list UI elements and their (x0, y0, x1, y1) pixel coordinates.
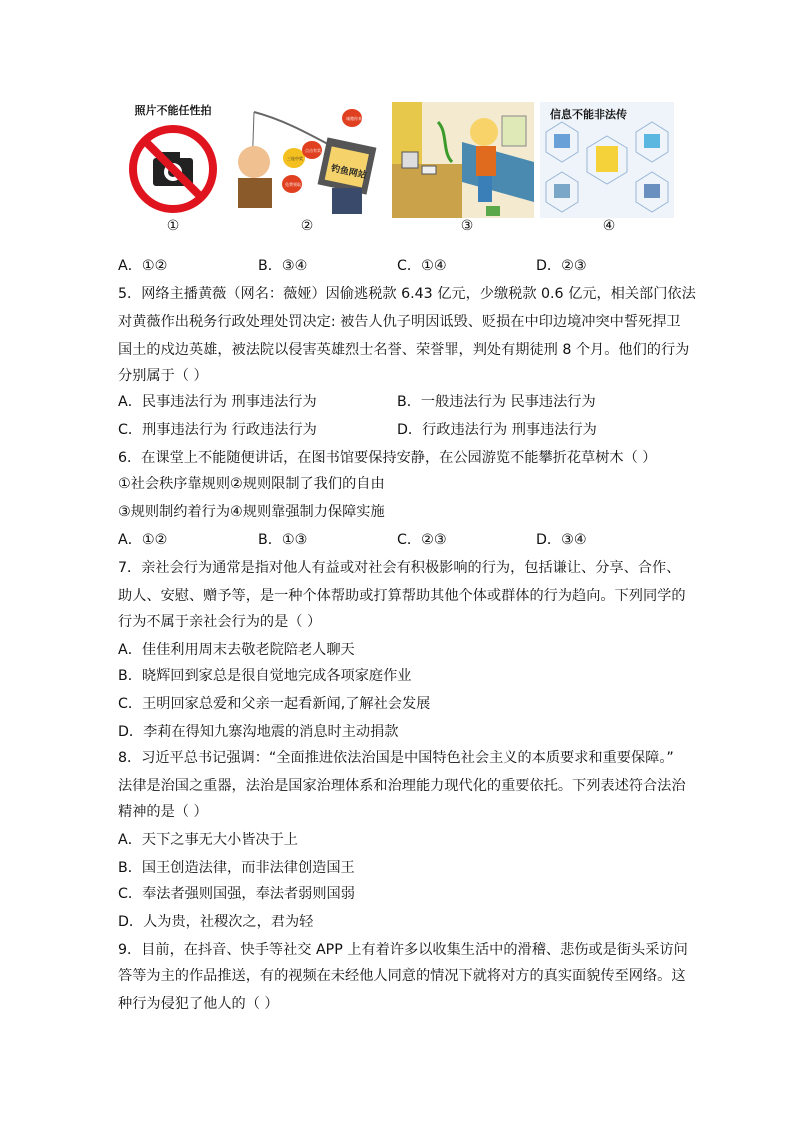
q6-option-b: B．①③ (258, 532, 308, 548)
q7-option-d: D．李莉在得知九寨沟地震的消息时主动捐款 (118, 724, 399, 740)
fishing-website-sign: 钓鱼网站 (330, 163, 368, 182)
q8-option-c: C．奉法者强则国强，奉法者弱则国弱 (118, 886, 355, 902)
q8-stem-line-1: 8．习近平总书记强调：“全面推进依法治国是中国特色社会主义的本质要求和重要保障。” (118, 750, 674, 766)
q5-option-d: D．行政违法行为 刑事违法行为 (397, 422, 597, 438)
picture-1 (124, 102, 222, 218)
q6-statement-1: ①社会秩序靠规则②规则限制了我们的自由 (118, 476, 385, 492)
q8-stem-line-2: 法律是治国之重器，法治是国家治理体系和治理能力现代化的重要依托。下列表述符合法治 (118, 778, 686, 794)
q7-stem-line-3: 行为不属于亲社会行为的是（ ） (118, 614, 322, 630)
picture-4 (540, 102, 674, 218)
q4-option-b: B．③④ (258, 258, 308, 274)
q9-stem-line-2: 答等为主的作品推送，有的视频在未经他人同意的情况下就将对方的真实面貌传至网络。这 (118, 968, 686, 984)
q5-stem-line-3: 国土的戍边英雄，被法院以侵害英雄烈士名誉、荣誉罪，判处有期徒刑 8 个月。他们的行为 (118, 342, 690, 358)
q4-option-d: D．②③ (536, 258, 587, 274)
q5-option-b: B．一般违法行为 民事违法行为 (397, 394, 596, 410)
picture-2 (232, 102, 384, 218)
fishing-website-cartoon (232, 102, 384, 218)
q6-option-a: A．①② (118, 532, 168, 548)
q7-option-b: B．晓辉回到家总是很自觉地完成各项家庭作业 (118, 668, 412, 684)
q8-stem-line-3: 精神的是（ ） (118, 804, 208, 820)
picture-3 (392, 102, 534, 218)
q7-option-a: A．佳佳利用周末去敬老院陪老人聊天 (118, 642, 355, 658)
picture-4-caption: 信息不能非法传 (550, 108, 627, 121)
q5-stem-line-2: 对黄薇作出税务行政处理处罚决定: 被告人仇子明因诋毁、贬损在中印边境冲突中誓死捍卫 (118, 314, 681, 330)
bubble-3: 免费领取 (285, 182, 301, 187)
q7-stem-line-1: 7．亲社会行为通常是指对他人有益或对社会有积极影响的行为，包括谦让、分享、合作、 (118, 560, 681, 576)
q4-option-a: A．①② (118, 258, 168, 274)
q9-stem-line-3: 种行为侵犯了他人的（ ） (118, 996, 279, 1012)
q5-option-a: A．民事违法行为 刑事违法行为 (118, 394, 317, 410)
q9-stem-line-1: 9．目前，在抖音、快手等社交 APP 上有着许多以收集生活中的滑稽、悲伤或是街头采访问 (118, 942, 688, 958)
picture-1-caption: 照片不能任性拍 (134, 104, 212, 117)
picture-1-number: ① (166, 218, 180, 234)
q4-option-c: C．①④ (397, 258, 447, 274)
bubble-1: 诚邀你来 (346, 116, 362, 121)
picture-4-number: ④ (602, 218, 616, 234)
girl-unplugging-cartoon (392, 102, 534, 218)
bubble-4: 点击有奖 (305, 148, 321, 153)
picture-3-number: ③ (460, 218, 474, 234)
q5-stem-line-4: 分别属于（ ） (118, 368, 208, 384)
q8-option-d: D．人为贵，社稷次之，君为轻 (118, 914, 314, 930)
q8-option-a: A．天下之事无大小皆决于上 (118, 832, 298, 848)
q6-stem: 6．在课堂上不能随便讲话，在图书馆要保持安静，在公园游览不能攀折花草树木（ ） (118, 450, 657, 466)
picture-2-number: ② (300, 218, 314, 234)
q6-statement-2: ③规则制约着行为④规则靠强制力保障实施 (118, 504, 385, 520)
q6-option-c: C．②③ (397, 532, 447, 548)
q5-option-c: C．刑事违法行为 行政违法行为 (118, 422, 317, 438)
q8-option-b: B．国王创造法律，而非法律创造国王 (118, 860, 355, 876)
q5-stem-line-1: 5．网络主播黄薇（网名：薇娅）因偷逃税款 6.43 亿元，少缴税款 0.6 亿元，相关部门依法 (118, 286, 696, 302)
bubble-2: 三连中奖 (287, 156, 303, 161)
q7-stem-line-2: 助人、安慰、赠予等，是一种个体帮助或打算帮助其他个体或群体的行为趋向。下列同学的 (118, 588, 686, 604)
q6-option-d: D．③④ (536, 532, 587, 548)
no-camera-icon (124, 102, 222, 218)
q7-option-c: C．王明回家总爱和父亲一起看新闻,了解社会发展 (118, 696, 431, 712)
